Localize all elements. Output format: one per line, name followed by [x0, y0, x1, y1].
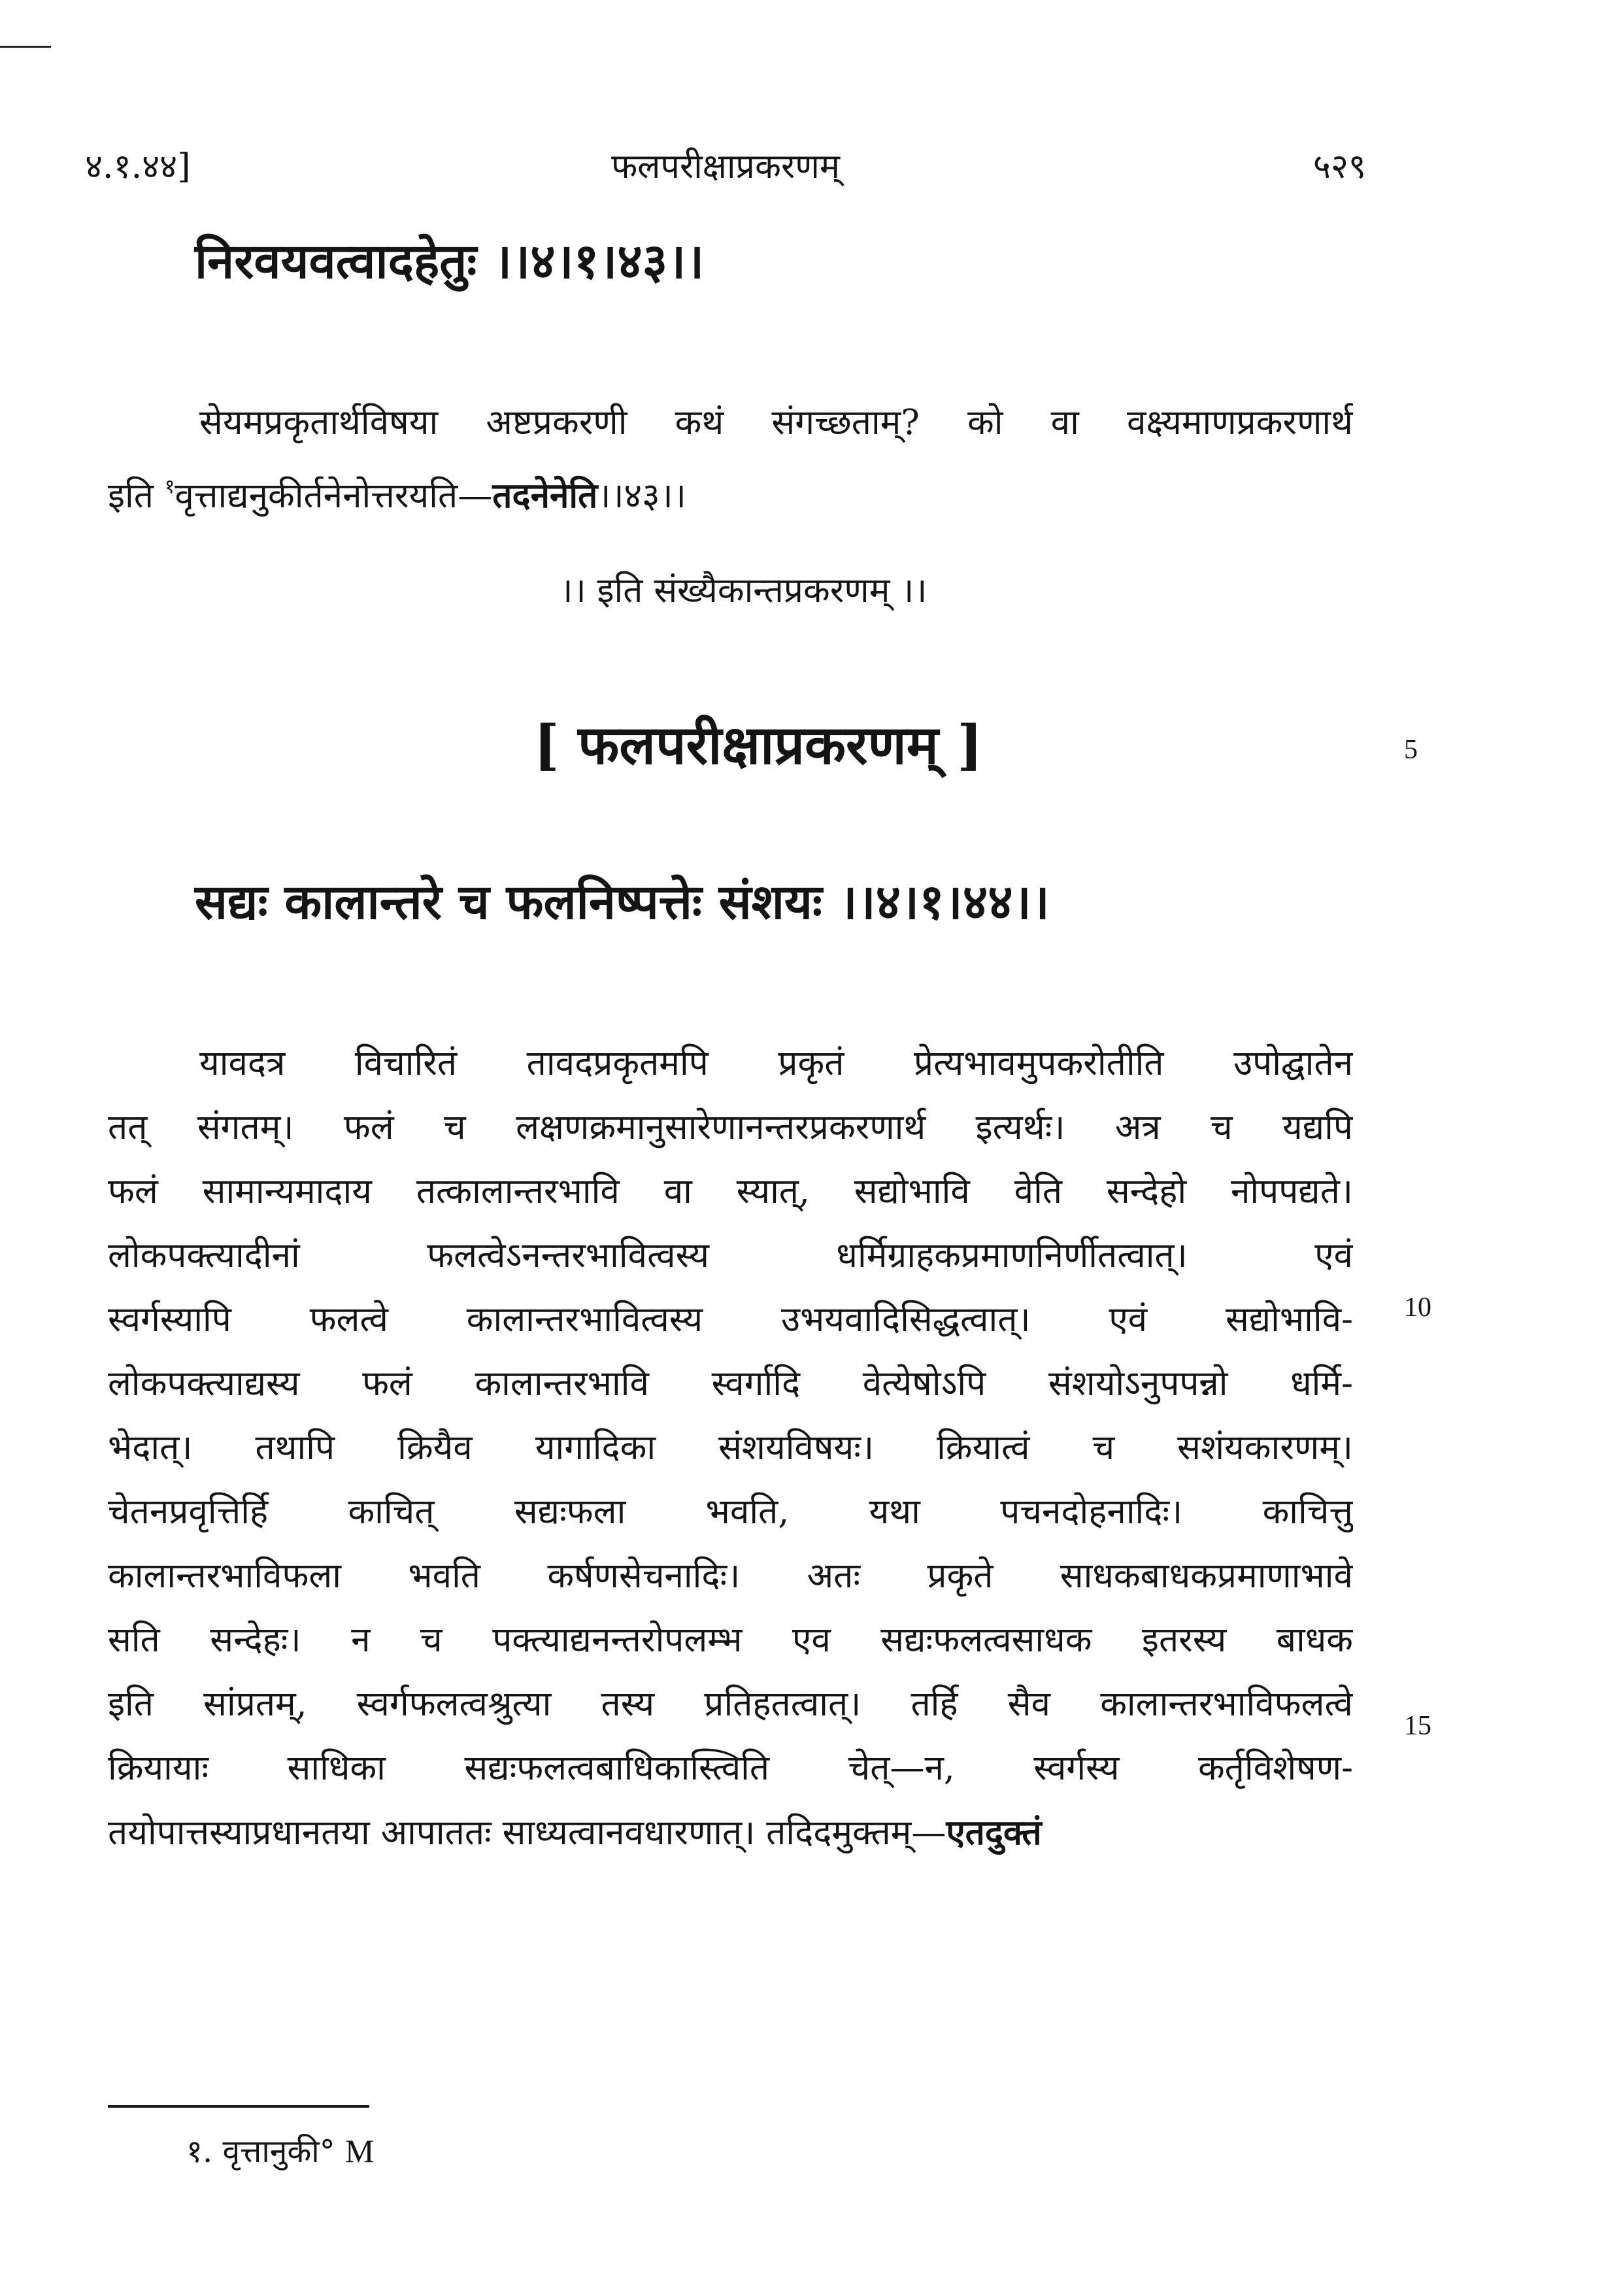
commentary-44 — [108, 1032, 1353, 1865]
commentary-44-line: चेतनप्रवृत्तिर्हि काचित् सद्यःफला भवति, यथा पचनदोहनादिः। काचित्तु — [108, 1492, 1353, 1532]
footnote-rule — [108, 2105, 369, 2108]
commentary-44-last-line — [108, 1800, 1353, 1865]
top-edge-rule — [0, 46, 51, 48]
pratika-bold: तदनेनेति — [492, 475, 598, 516]
running-header — [85, 141, 1366, 193]
commentary-43-end: ।।४३।। — [597, 476, 686, 516]
commentary-44-line: लोकपक्त्याद्यस्य फलं कालान्तरभावि स्वर्गादि वेत्येषोऽपि संशयोऽनुपपन्नो धर्मि- — [108, 1364, 1353, 1404]
footnote-marker: १ — [164, 475, 175, 498]
closing-colophon: ।। इति संख्यैकान्तप्रकरणम् ।। — [560, 571, 927, 611]
commentary-44-line: भेदात्। तथापि क्रियैव यागादिका संशयविषयः। क्रियात्वं च सशंयकारणम्। — [108, 1428, 1353, 1468]
commentary-44-line: फलं सामान्यमादाय तत्कालान्तरभावि वा स्यात्, सद्योभावि वेति सन्देहो नोपपद्यते। — [108, 1172, 1353, 1211]
commentary-43-line-2 — [108, 455, 1353, 519]
pratika-bold: एतदुक्तं — [946, 1812, 1042, 1853]
footnote-manuscript-siglum: M — [344, 2133, 375, 2169]
section-title: [ फलपरीक्षाप्रकरणम् ] — [533, 714, 983, 777]
sutra-43: निरवयवत्वादहेतुः ।।४।१।४३।। — [195, 233, 705, 290]
page-number: ५२९ — [1312, 147, 1366, 186]
commentary-44-line: लोकपक्त्यादीनां फलत्वेऽनन्तरभावित्वस्य धर्मिग्राहकप्रमाणनिर्णीतत्वात्। एवं — [108, 1236, 1353, 1275]
commentary-44-line: सति सन्देहः। न च पक्त्याद्यनन्तरोपलम्भ एव सद्यःफलत्वसाधक इतरस्य बाधक — [108, 1620, 1353, 1660]
commentary-44-last-text: तयोपात्तस्याप्रधानतया आपाततः साध्यत्वानवधारणात्। तदिदमुक्तम्— — [108, 1813, 946, 1853]
line-number-10: 10 — [1404, 1292, 1431, 1323]
sutra-44: सद्यः कालान्तरे च फलनिष्पत्तेः संशयः ।।४।१।४४।। — [195, 874, 1050, 930]
commentary-43-text: इति — [108, 476, 165, 516]
commentary-44-line: तत् संगतम्। फलं च लक्षणक्रमानुसारेणानन्तरप्रकरणार्थ इत्यर्थः। अत्र च यद्यपि — [108, 1107, 1353, 1147]
commentary-44-line: क्रियायाः साधिका सद्यःफलत्वबाधिकास्त्विति चेत्—न, स्वर्गस्य कर्तृविशेषण- — [108, 1748, 1353, 1788]
header-title: फलपरीक्षाप्रकरणम् — [611, 147, 840, 186]
commentary-44-line: कालान्तरभाविफला भवति कर्षणसेचनादिः। अतः प्रकृते साधकबाधकप्रमाणाभावे — [108, 1556, 1353, 1596]
commentary-44-line: इति सांप्रतम्, स्वर्गफलत्वश्रुत्या तस्य प्रतिहतत्वात्। तर्हि सैव कालान्तरभाविफलत्वे — [108, 1684, 1353, 1724]
commentary-44-line: स्वर्गस्यापि फलत्वे कालान्तरभावित्वस्य उभयवादिसिद्धत्वात्। एवं सद्योभावि- — [108, 1300, 1353, 1340]
header-section-ref: ४.१.४४] — [85, 147, 191, 186]
commentary-43-text-b: वृत्ताद्यनुकीर्तनेनोत्तरयति— — [175, 476, 493, 516]
footnote — [186, 2125, 374, 2178]
commentary-44-line: यावदत्र विचारितं तावदप्रकृतमपि प्रकृतं प्रेत्यभावमुपकरोतीति उपोद्घातेन — [199, 1043, 1353, 1083]
line-number-15: 15 — [1404, 1711, 1431, 1741]
footnote-text: १. वृत्तानुकी° — [186, 2133, 335, 2170]
commentary-43-line-1: सेयमप्रकृतार्थविषया अष्टप्रकरणी कथं संगच्छताम्? को वा वक्ष्यमाणप्रकरणार्थ — [199, 403, 1353, 443]
line-number-5: 5 — [1404, 735, 1418, 765]
commentary-43 — [108, 391, 1353, 519]
